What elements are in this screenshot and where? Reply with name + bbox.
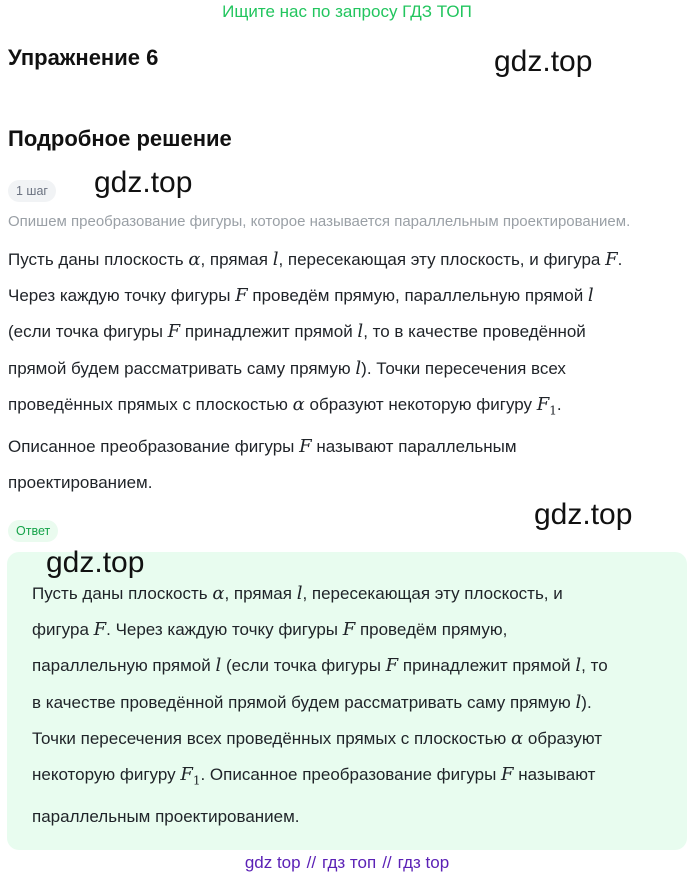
top-banner: Ищите нас по запросу ГДЗ ТОП [222,2,472,21]
math-symbol: F [605,249,618,270]
section-title: Подробное решение [8,126,232,151]
text-run: образуют некоторую фигуру [304,394,537,414]
text-run: ). Точки пересечения всех [361,358,566,378]
text-line [32,721,672,757]
text-run: . Описанное преобразование фигуры [200,765,502,785]
watermark: gdz.top [534,498,633,531]
math-symbol: F [342,619,356,641]
text-run: Пусть даны плоскость [8,250,189,269]
math-symbol: F [299,435,312,457]
text-run: Описанное преобразование фигуры [8,436,300,456]
text-run: Точки пересечения всех проведённых прямых с плоскостью [32,728,512,748]
text-run: параллельным проектированием. [32,806,300,826]
text-run: фигура [32,620,94,640]
watermark: gdz.top [494,45,593,78]
footer-separator: // [382,853,392,872]
answer-badge: Ответ [8,520,58,542]
text-line [8,314,688,350]
footer-link[interactable]: гдз топ [322,853,377,872]
text-run: принадлежит прямой [180,322,358,342]
text-run: , пересекающая эту плоскость, и [302,584,563,603]
text-run: Через каждую точку фигуры [8,286,236,306]
text-line [32,648,672,684]
step-badge: 1 шаг [8,180,56,202]
math-symbol: l [587,285,594,307]
math-symbol: α [212,583,225,604]
text-run: проведём прямую, параллельную прямой [247,286,588,306]
math-symbol: l [575,655,582,677]
math-symbol: F [385,655,399,677]
text-run: проведём прямую, [355,620,508,640]
text-run: . [617,250,623,269]
footer-link[interactable]: gdz top [244,853,301,872]
text-run: ). [581,692,592,712]
footer-link[interactable]: гдз top [397,853,450,872]
math-symbol: l [215,655,222,677]
math-symbol: $F_1$ [180,764,201,788]
text-line [8,278,688,314]
math-symbol: F [501,764,514,786]
text-run: принадлежит прямой [398,656,576,676]
text-line [32,799,672,835]
exercise-title: Упражнение 6 [8,45,159,70]
text-run: называют [513,765,596,785]
text-run: в качестве проведённой прямой будем рассматривать саму прямую [32,692,576,712]
text-run: называют параллельным [311,436,517,456]
math-symbol: l [296,583,303,604]
intro-text: Опишем преобразование фигуры, которое называется параллельным проектированием. [8,213,631,230]
text-line [8,351,688,387]
text-run: , прямая [224,584,297,603]
footer [0,853,694,873]
text-run: . Через каждую точку фигуры [106,620,343,640]
text-run: Пусть даны плоскость [32,584,213,603]
watermark: gdz.top [94,166,193,199]
math-symbol: F [235,285,248,307]
text-run: . [556,394,562,414]
footer-separator: // [306,853,317,872]
math-symbol: α [511,727,524,749]
text-run: , пересекающая эту плоскость, и фигура [278,250,606,269]
math-symbol: l [272,249,279,270]
text-line [8,465,688,501]
text-run: параллельную прямой [32,656,216,676]
math-symbol: F [167,321,181,343]
math-symbol: l [575,691,582,713]
text-run: , прямая [200,250,273,269]
math-symbol: α [292,393,305,415]
math-symbol: α [188,249,201,270]
text-line [32,685,672,721]
text-run: , то в качестве проведённой [363,322,586,342]
watermark: gdz.top [46,546,145,579]
math-symbol: l [355,357,362,379]
math-symbol: F [93,619,107,641]
text-line [32,612,672,648]
text-line [8,387,688,429]
math-symbol: $F_1$ [536,393,557,418]
text-run: прямой будем рассматривать саму прямую [8,358,356,378]
text-run: (если точка фигуры [221,656,386,676]
math-symbol: l [357,321,364,343]
text-line [32,757,672,799]
text-line [8,429,688,465]
text-run: (если точка фигуры [8,322,168,342]
text-run: проектированием. [8,472,153,492]
solution-text [8,242,688,501]
text-run: образуют [523,728,603,748]
text-run: , то [581,656,608,676]
text-run: некоторую фигуру [32,765,181,785]
text-run: проведённых прямых с плоскостью [8,394,293,414]
text-line [8,242,688,278]
answer-text [32,576,672,835]
text-line [32,576,672,612]
